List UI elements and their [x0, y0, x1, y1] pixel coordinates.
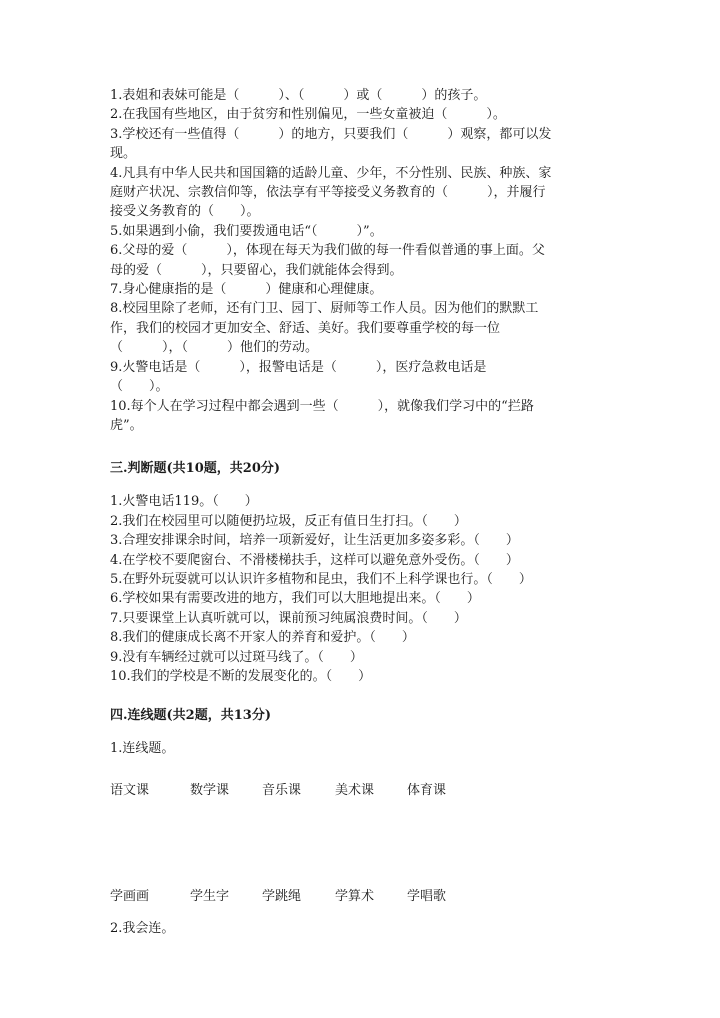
fill-blank-line: 5.如果遇到小偷，我们要拨通电话“（ ）”。	[110, 223, 383, 239]
fill-blank-line: 3.学校还有一些值得（ ）的地方，只要我们（ ）观察，都可以发	[110, 126, 552, 142]
subject-item: 语文课	[110, 783, 150, 799]
fill-blank-line: （ ）。	[110, 379, 169, 395]
activity-item: 学唱歌	[407, 889, 447, 905]
judgment-item: 5.在野外玩耍就可以认识许多植物和昆虫，我们不上科学课也行。（ ）	[110, 571, 532, 587]
fill-blank-line: 7.身心健康指的是（ ）健康和心理健康。	[110, 282, 383, 298]
fill-blank-line: 10.每个人在学习过程中都会遇到一些（ ），就像我们学习中的“拦路	[110, 398, 534, 414]
matching-top-row	[110, 779, 620, 799]
fill-blank-line: 8.校园里除了老师，还有门卫、园丁、厨师等工作人员。因为他们的默默工	[110, 301, 539, 317]
section-title-judgment: 三.判断题(共10题，共20分)	[110, 461, 281, 477]
fill-blank-line: 2.在我国有些地区，由于贫穷和性别偏见，一些女童被迫（ ）。	[110, 107, 506, 123]
fill-blank-line: 接受义务教育的（ ）。	[110, 204, 260, 220]
fill-blank-line: 母的爱（ ），只要留心，我们就能体会得到。	[110, 262, 403, 278]
judgment-item: 8.我们的健康成长离不开家人的养育和爱护。（ ）	[110, 630, 415, 646]
activity-item: 学生字	[190, 889, 230, 905]
judgment-item: 2.我们在校园里可以随便扔垃圾，反正有值日生打扫。（ ）	[110, 513, 467, 529]
fill-blank-line: 作，我们的校园才更加安全、舒适、美好。我们要尊重学校的每一位	[110, 320, 501, 336]
matching-spacer	[110, 799, 620, 885]
judgment-item: 3.合理安排课余时间，培养一项新爱好，让生活更加多姿多彩。（ ）	[110, 533, 519, 549]
subject-item: 体育课	[407, 783, 447, 799]
activity-item: 学算术	[335, 889, 375, 905]
fill-blank-section	[110, 86, 620, 435]
judgment-item: 1.火警电话119。（ ）	[110, 494, 258, 510]
judgment-section	[110, 492, 620, 686]
fill-blank-line: 6.父母的爱（ ），体现在每天为我们做的每一件看似普通的事上面。父	[110, 243, 545, 259]
judgment-item: 6.学校如果有需要改进的地方，我们可以大胆地提出来。（ ）	[110, 591, 480, 607]
fill-blank-line: 4.凡具有中华人民共和国国籍的适龄儿童、少年，不分性别、民族、种族、家	[110, 165, 552, 181]
fill-blank-line: 庭财产状况、宗教信仰等，依法享有平等接受义务教育的（ ），并履行	[110, 185, 546, 201]
fill-blank-line: 9.火警电话是（ ），报警电话是（ ），医疗急救电话是	[110, 359, 487, 375]
judgment-item: 9.没有车辆经过就可以过斑马线了。（ ）	[110, 649, 363, 665]
activity-item: 学画画	[110, 889, 150, 905]
fill-blank-line: 现。	[110, 146, 137, 162]
fill-blank-line: 虎”。	[110, 417, 143, 433]
subject-item: 音乐课	[262, 783, 302, 799]
judgment-item: 4.在学校不要爬窗台、不滑楼梯扶手，这样可以避免意外受伤。（ ）	[110, 552, 519, 568]
worksheet-page	[110, 86, 620, 938]
fill-blank-line: 1.表姐和表妹可能是（ ）、（ ）或（ ）的孩子。	[110, 88, 487, 103]
matching-bottom-row	[110, 885, 620, 905]
matching-question-2-label: 2.我会连。	[110, 921, 175, 937]
subject-item: 美术课	[335, 783, 375, 799]
judgment-item: 7.只要课堂上认真听就可以，课前预习纯属浪费时间。（ ）	[110, 610, 467, 626]
judgment-item: 10.我们的学校是不断的发展变化的。（ ）	[110, 668, 372, 684]
section-title-matching: 四.连线题(共2题，共13分)	[110, 708, 271, 724]
matching-question-1-label: 1.连线题。	[110, 741, 175, 757]
activity-item: 学跳绳	[262, 889, 302, 905]
subject-item: 数学课	[190, 783, 230, 799]
fill-blank-line: （ ），（ ）他们的劳动。	[110, 340, 319, 356]
